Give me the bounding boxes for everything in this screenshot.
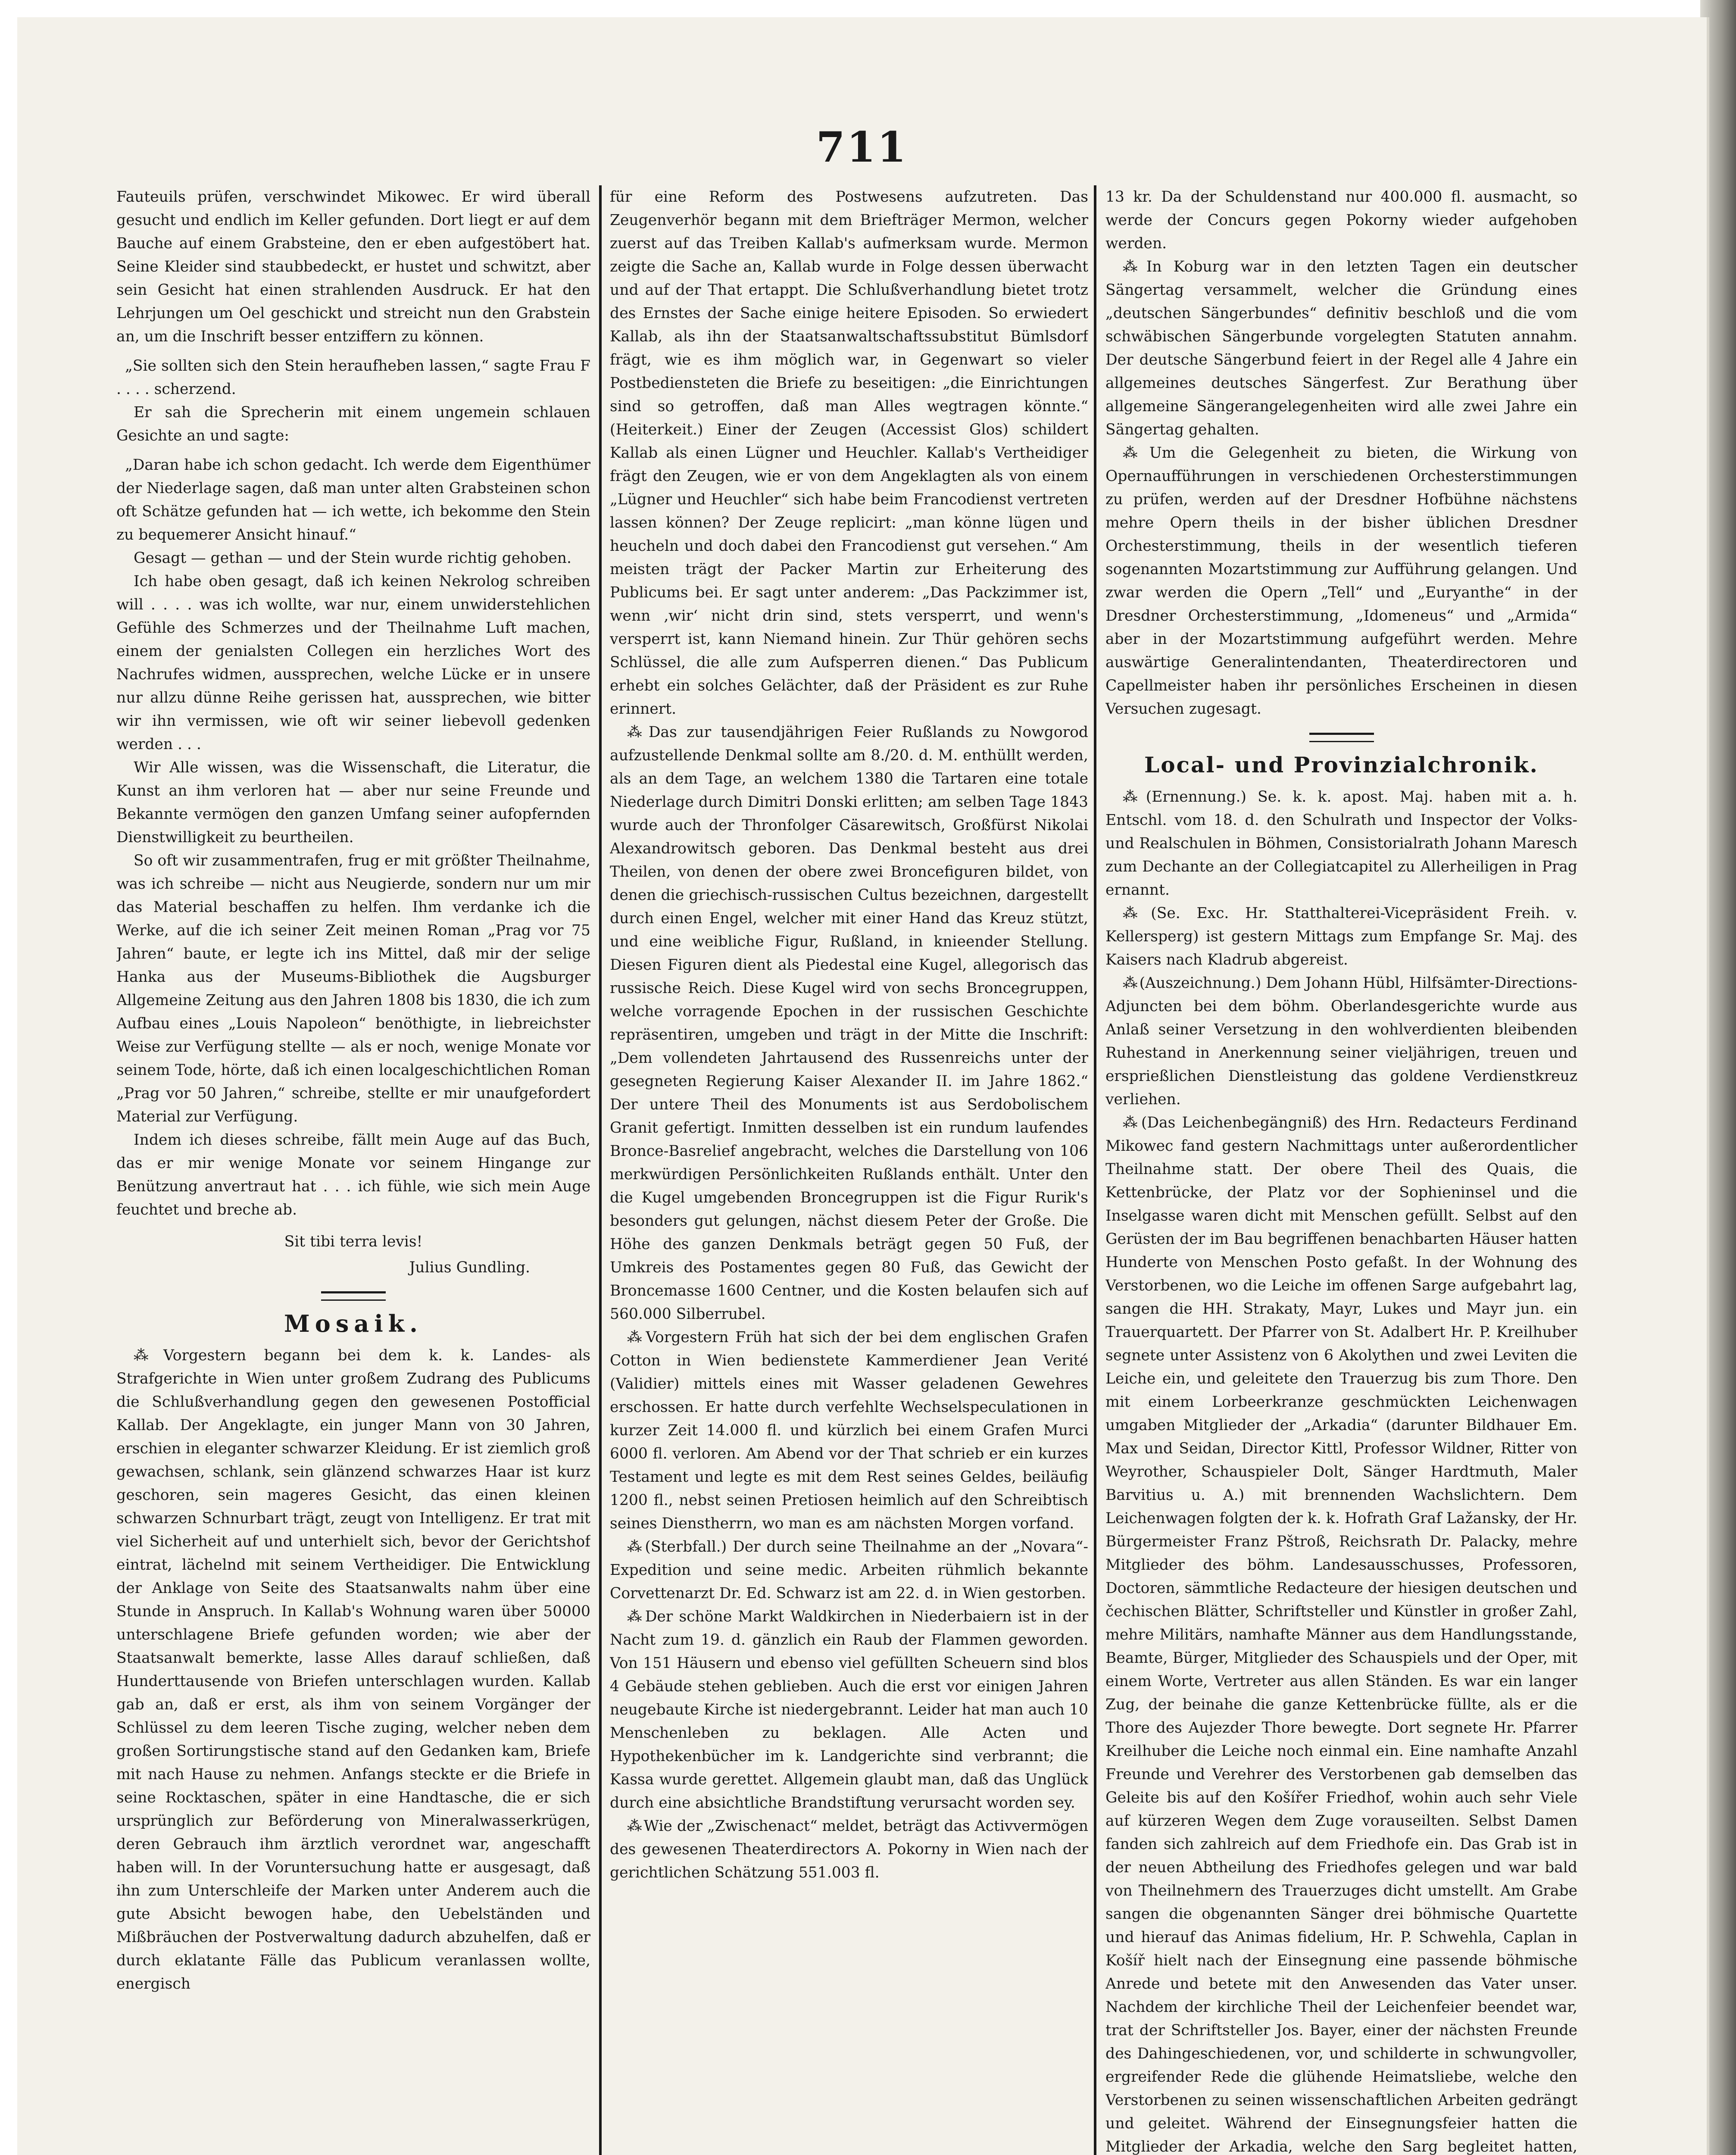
paragraph: So oft wir zusammentrafen, frug er mit größter Theilnahme, was ich schreibe — nicht aus Neugierde, sondern nur um mir das Material beschaffen zu helfen. Ihm verdanke ich die Werke, auf die ich seiner Zeit meinen Roman „Prag vor 75 Jahren“ baute, er legte ich ins Mittel, daß mir der selige Hanka aus der Museums-Bibliothek die Augsburger Allgemeine Zeitung aus den Jahren 1808 bis 1830, die ich zum Aufbau eines „Louis Napoleon“ benöthigte, in liebreichster Weise zur Verfügung stellte — als er noch, wenige Monate vor seinem Tode, hörte, daß ich einen localgeschichtlichen Roman „Prag vor 50 Jahren,“ schreibe, stellte er mir unaufgefordert Material zur Verfügung. xyxy=(116,852,590,1125)
news-item xyxy=(1105,441,1577,721)
news-item xyxy=(1105,971,1577,1111)
asterism-icon: ⁂ xyxy=(134,1347,161,1364)
asterism-icon: ⁂ xyxy=(627,1608,643,1625)
paragraph: „Daran habe ich schon gedacht. Ich werde dem Eigenthümer der Niederlage sagen, daß man unter alten Grabsteinen schon oft Schätze gefunden hat — ich wette, ich bekomme den Stein zu bequemerer Ansicht hinauf.“ xyxy=(116,456,590,543)
column-rule xyxy=(599,185,602,2155)
news-item-text: Vorgestern begann bei dem k. k. Landes- als Strafgerichte in Wien unter großem Zudrang des Publicums die Schlußverhandlung gegen den gewesenen Postofficial Kallab. Der Angeklagte, ein junger Mann von 30 Jahren, erschien in eleganter schwarzer Kleidung. Er ist ziemlich groß gewachsen, schlank, sein glänzend schwarzes Haar ist kurz geschoren, sein mageres Gesicht, das einen kleinen schwarzen Schnurbart trägt, zeugt von Intelligenz. Er trat mit viel Sicherheit auf und unterhielt sich, bevor der Gerichtshof eintrat, lächelnd mit seinem Vertheidiger. Die Entwicklung der Anklage von Seite des Staatsanwalts nahm über eine Stunde in Anspruch. In Kallab's Wohnung waren über 50000 unterschlagene Briefe gefunden worden; wie aber der Staatsanwalt bemerkte, lasse Alles darauf schließen, daß Hunderttausende von Briefen unterschlagen wurden. Kallab gab an, daß er erst, als ihm von seinem Vorgänger der Schlüssel zu dem leeren Tische zuging, welcher neben dem großen Sortirungstische stand auf den Gedanken kam, Briefe mit nach Hause zu nehmen. Anfangs steckte er die Briefe in seine Rocktaschen, später in eine Handtasche, die er sich ursprünglich zur Beförderung von Mineralwasserkrügen, deren Gebrauch ihm ärztlich verordnet war, angeschafft haben will. In der Voruntersuchung hatte er ausgesagt, daß ihn zum Unterschleife der Marken unter Anderem auch die gute Absicht bewogen habe, den Uebelständen und Mißbräuchen der Postverwaltung dadurch abzuhelfen, daß er durch eklatante Fälle das Publicum veranlassen wollte, energisch xyxy=(116,1347,590,1993)
section-divider xyxy=(1309,733,1374,742)
news-item xyxy=(610,1326,1088,1535)
page-number: 711 xyxy=(816,123,908,172)
section-heading-chronik: Local- und Provinzialchronik. xyxy=(1144,752,1539,778)
author-signature: Julius Gundling. xyxy=(409,1259,530,1276)
news-item xyxy=(610,1815,1088,1884)
news-item xyxy=(116,1344,590,1996)
paragraph: 13 kr. Da der Schuldenstand nur 400.000 fl. ausmacht, so werde der Concurs gegen Pokorny wieder aufgehoben werden. xyxy=(1105,188,1577,252)
section-divider xyxy=(321,1291,386,1301)
news-item xyxy=(610,721,1088,1326)
news-item xyxy=(1105,902,1577,971)
paragraph: Ich habe oben gesagt, daß ich keinen Nekrolog schreiben will . . . . was ich wollte, war nur, einem unwiderstehlichen Gefühle des Schmerzes und der Theilnahme Luft machen, einem der genialsten Collegen ein herzliches Wort des Nachrufes widmen, aussprechen, welche Lücke er in unsere nur allzu dünne Reihe gerissen hat, aussprechen, wie bitter wir ihn vermissen, wie oft wir seiner liebevoll gedenken werden . . . xyxy=(116,573,590,753)
column-2 xyxy=(610,185,1088,2155)
news-item-text: Um die Gelegenheit zu bieten, die Wirkung von Opernaufführungen in verschiedenen Orchesterstimmungen zu prüfen, werden auf der Dresdner Hofbühne nächstens mehre Opern theils in der bisher üblichen Dresdner Orchesterstimmung, theils in der wesentlich tieferen sogenannten Mozartstimmung zur Aufführung gelangen. Und zwar werden die Opern „Tell“ und „Euryanthe“ in der Dresdner Orchesterstimmung, „Idomeneus“ und „Armida“ aber in der Mozartstimmung aufgeführt werden. Mehre auswärtige Generalintendanten, Theaterdirectoren und Capellmeister haben ihr persönliches Erscheinen in diesen Versuchen zugesagt. xyxy=(1105,444,1577,718)
news-item-text: Das zur tausendjährigen Feier Rußlands zu Nowgorod aufzustellende Denkmal sollte am 8./20. d. M. enthüllt werden, als an dem Tage, an welchem 1380 die Tartaren eine totale Niederlage durch Dimitri Donski erlitten; am selben Tage 1843 wurde auch der Thronfolger Cäsarewitsch, Großfürst Nikolai Alexandrowitsch geboren. Das Denkmal besteht aus drei Theilen, von denen der obere zwei Broncefiguren bildet, von denen die griechisch-russischen Cultus bezeichnen, dargestellt durch einen Engel, welcher mit einer Hand das Kreuz stützt, und eine weibliche Figur, Rußland, in knieender Stellung. Diesen Figuren dient als Piedestal eine Kugel, allegorisch das russische Reich. Diese Kugel wird von sechs Broncegruppen, welche vorragende Epochen in der russischen Geschichte repräsentiren, umgeben und trägt in der Mitte die Inschrift: „Dem vollendeten Jahrtausend des Russenreichs unter der gesegneten Regierung Kaiser Alexander II. im Jahre 1862.“ Der untere Theil des Monuments ist aus Serdobolischem Granit gefertigt. Inmitten desselben ist ein rundum laufendes Bronce-Basrelief angebracht, welches die Darstellung von 106 merkwürdigen Persönlichkeiten Rußlands enthält. Unter den die Kugel umgebenden Broncegruppen ist die Figur Rurik's besonders gut gelungen, nächst diesem Peter der Große. Die Höhe des ganzen Denkmals beträgt gegen 50 Fuß, der Umkreis des Postamentes gegen 80 Fuß, das Gewicht der Broncemasse 1600 Centner, und die Kosten belaufen sich auf 560.000 Silberrubel. xyxy=(610,724,1088,1323)
news-item-text: (Auszeichnung.) Dem Johann Hübl, Hilfsämter-Directions-Adjuncten bei dem böhm. Oberlandesgerichte wurde aus Anlaß seiner Versetzung in den wohlverdienten bleibenden Ruhestand in Anerkennung seiner vieljährigen, treuen und ersprießlichen Dienstleistung das goldene Verdienstkreuz verliehen. xyxy=(1105,974,1577,1108)
paragraph: Gesagt — gethan — und der Stein wurde richtig gehoben. xyxy=(134,550,571,567)
paragraph: Fauteuils prüfen, verschwindet Mikowec. Er wird überall gesucht und endlich im Keller gefunden. Dort liegt er auf dem Bauche auf einem Grabsteine, den er eben aufgestöbert hat. Seine Kleider sind staubbedeckt, er hustet und schwitzt, aber sein Gesicht hat einen strahlenden Ausdruck. Er hat den Lehrjungen um Oel geschickt und streicht nun den Grabstein an, um die Inschrift besser entziffern zu können. xyxy=(116,188,590,345)
asterism-icon: ⁂ xyxy=(1123,1114,1139,1131)
asterism-icon: ⁂ xyxy=(627,1818,641,1835)
news-item xyxy=(1105,255,1577,441)
news-item-text: (Ernennung.) Se. k. k. apost. Maj. haben mit a. h. Entschl. vom 18. d. den Schulrath und Inspector der Volks- und Realschulen in Böhmen, Consistorialrath Johann Maresch zum Dechante an der Collegiatcapitel zu Allerheiligen in Prag ernannt. xyxy=(1105,788,1577,899)
asterism-icon: ⁂ xyxy=(627,1538,643,1555)
column-3 xyxy=(1105,185,1577,2155)
section-heading-mosaik: Mosaik. xyxy=(284,1310,423,1337)
column-1 xyxy=(116,185,590,2155)
column-rule xyxy=(1094,185,1096,2155)
news-item-text: (Sterbfall.) Der durch seine Theilnahme an der „Novara“-Expedition und seine medic. Arbeiten rühmlich bekannte Corvettenarzt Dr. Ed. Schwarz ist am 22. d. in Wien gestorben. xyxy=(610,1538,1088,1602)
asterism-icon: ⁂ xyxy=(627,1329,643,1346)
asterism-icon: ⁂ xyxy=(1123,905,1149,922)
signoff: Sit tibi terra levis! xyxy=(284,1233,423,1250)
paragraph: Wir Alle wissen, was die Wissenschaft, die Literatur, die Kunst an ihm verloren hat — aber nur seine Freunde und Bekannte vermögen den ganzen Umfang seiner aufopfernden Dienstwilligkeit zu beurtheilen. xyxy=(116,759,590,846)
news-item-text: Vorgestern Früh hat sich der bei dem englischen Grafen Cotton in Wien bedienstete Kammerdiener Jean Verité (Validier) mittels eines mit Wasser geladenen Gewehres erschossen. Er hatte durch verfehlte Wechselspeculationen in kurzer Zeit 14.000 fl. und kürzlich bei einem Grafen Murci 6000 fl. verloren. Am Abend vor der That schrieb er ein kurzes Testament und legte es mit dem Rest seines Geldes, beiläufig 1200 fl., nebst seinen Pretiosen heimlich auf den Schreibtisch seines Dienstherrn, wo man es am nächsten Morgen vorfand. xyxy=(610,1329,1088,1532)
news-item-text: (Das Leichenbegängniß) des Hrn. Redacteurs Ferdinand Mikowec fand gestern Nachmittags unter außerordentlicher Theilnahme statt. Der obere Theil des Quais, die Kettenbrücke, der Platz vor der Sophieninsel und die Inselgasse waren dicht mit Menschen gefüllt. Selbst auf den Gerüsten der im Bau begriffenen benachbarten Häuser hatten Hunderte von Menschen Posto gefaßt. In der Wohnung des Verstorbenen, wo die Leiche im offenen Sarge aufgebahrt lag, sangen die HH. Strakaty, Mayr, Lukes und Mayr jun. ein Trauerquartett. Der Pfarrer von St. Adalbert Hr. P. Kreilhuber segnete unter Assistenz von 6 Akolythen und zwei Leviten die Leiche ein, und geleitete den Trauerzug bis zum Thore. Den mit einem Lorbeerkranze geschmückten Leichenwagen umgaben Mitglieder der „Arkadia“ (darunter Bildhauer Em. Max und Seidan, Director Kittl, Professor Wildner, Ritter von Weyrother, Schauspieler Dolt, Sänger Hardtmuth, Maler Barvitius u. A.) mit brennenden Wachslichtern. Dem Leichenwagen folgten der k. k. Hofrath Graf Lažansky, der Hr. Bürgermeister Franz Pštroß, Reichsrath Dr. Palacky, mehre Mitglieder des böhm. Landesausschusses, Professoren, Doctoren, sämmtliche Redacteure der hiesigen deutschen und čechischen Blätter, Schriftsteller und Künstler in großer Zahl, mehre Militärs, namhafte Männer aus dem Handlungsstande, Beamte, Bürger, Mitglieder des Schauspiels und der Oper, mit einem Worte, Vertreter aus allen Ständen. Es war ein langer Zug, der beinahe die ganze Kettenbrücke füllte, als er die Thore des Aujezder Thore bewegte. Dort segnete Hr. Pfarrer Kreilhuber die Leiche noch einmal ein. Eine namhafte Anzahl Freunde und Verehrer des Verstorbenen gab demselben das Geleite bis auf den Košířer Friedhof, wohin auch sehr Viele auf kürzeren Wegen dem Zuge vorauseilten. Selbst Damen fanden sich zahlreich auf dem Friedhofe ein. Das Grab ist in der neuen Abtheilung des Friedhofes gelegen und war bald von Theilnehmern des Trauerzuges dicht umstellt. Am Grabe sangen die obgenannten Sänger drei böhmische Quartette und hierauf das Animas fidelium, Hr. P. Schwehla, Caplan in Košíř hielt nach der Einsegnung eine passende böhmische Anrede und betete mit den Anwesenden das Vater unser. Nachdem der kirchliche Theil der Leichenfeier beendet war, trat der Schriftsteller Jos. Bayer, einer der nächsten Freunde des Dahingeschiedenen, vor, und schilderte in schwungvoller, ergreifender Rede die glühende Heimatsliebe, welche den Verstorbenen zu seinen wissenschaftlichen Arbeiten gedrängt und geleitet. Während der Einsegnungsfeier hatten die Mitglieder der Arkadia, welche den Sarg begleitet hatten, xyxy=(1105,1114,1577,2155)
paragraph: Indem ich dieses schreibe, fällt mein Auge auf das Buch, das er mir wenige Monate vor seinem Hingange zur Benützung anvertraut hat . . . ich fühle, wie sich mein Auge feuchtet und breche ab. xyxy=(116,1131,590,1218)
news-item xyxy=(610,1535,1088,1605)
news-item-text: In Koburg war in den letzten Tagen ein deutscher Sängertag versammelt, welcher die Gründung eines „deutschen Sängerbundes“ definitiv beschloß und die vom schwäbischen Sängerbunde vorgelegten Statuten annahm. Der deutsche Sängerbund feiert in der Regel alle 4 Jahre ein allgemeines deutsches Sängerfest. Zur Berathung über allgemeine Sängerangelegenheiten wird alle zwei Jahre ein Sängertag gehalten. xyxy=(1105,258,1577,438)
asterism-icon: ⁂ xyxy=(1123,444,1147,462)
news-item-text: Wie der „Zwischenact“ meldet, beträgt das Activvermögen des gewesenen Theaterdirectors A. Pokorny in Wien nach der gerichtlichen Schätzung 551.003 fl. xyxy=(610,1818,1088,1881)
asterism-icon: ⁂ xyxy=(1123,258,1144,275)
paragraph: für eine Reform des Postwesens aufzutreten. Das Zeugenverhör begann mit dem Briefträger Mermon, welcher zuerst auf das Treiben Kallab's aufmerksam wurde. Mermon zeigte die Sache an, Kallab wurde in Folge dessen überwacht und auf der That ertappt. Die Schlußverhandlung bietet trotz des Ernstes der Sache einige heitere Episoden. So erwiedert Kallab, als ihn der Staatsanwaltschaftssubstitut Bümlsdorf frägt, wie es ihm möglich war, in Gegenwart so vieler Postbediensteten die Briefe zu beseitigen: „die Einrichtungen sind so getroffen, daß man Alles wegtragen könnte.“ (Heiterkeit.) Einer der Zeugen (Accessist Glos) schildert Kallab als einen Lügner und Heuchler. Kallab's Vertheidiger frägt den Zeugen, wie er von dem Angeklagten als von einem „Lügner und Heuchler“ sich habe beim Francodienst vertreten lassen können? Der Zeuge replicirt: „man könne lügen und heucheln und doch dabei den Francodienst gut versehen.“ Am meisten trägt der Packer Martin zur Erheiterung des Publicums bei. Er sagt unter anderem: „Das Packzimmer ist, wenn ‚wir‘ nicht drin sind, stets versperrt, und wenn's versperrt ist, kann Niemand hinein. Zur Thür gehören sechs Schlüssel, die alle zum Aufsperren dienen.“ Das Publicum erhebt ein solches Gelächter, daß der Präsident es zur Ruhe erinnert. xyxy=(610,188,1088,718)
news-item xyxy=(610,1605,1088,1815)
paragraph: „Sie sollten sich den Stein heraufheben lassen,“ sagte Frau F . . . . scherzend. xyxy=(116,357,590,398)
news-item xyxy=(1105,1111,1577,2155)
news-item xyxy=(1105,785,1577,902)
asterism-icon: ⁂ xyxy=(627,724,646,741)
news-item-text: Der schöne Markt Waldkirchen in Niederbaiern ist in der Nacht zum 19. d. gänzlich ein Raub der Flammen geworden. Von 151 Häusern und ebenso viel gefüllten Scheuern sind blos 4 Gebäude stehen geblieben. Auch die erst vor einigen Jahren neugebaute Kirche ist niedergebrannt. Leider hat man auch 10 Menschenleben zu beklagen. Alle Acten und Hypothekenbücher im k. Landgerichte sind verbrannt; die Kassa wurde gerettet. Allgemein glaubt man, daß das Unglück durch eine absichtliche Brandstiftung verursacht worden sey. xyxy=(610,1608,1088,1811)
asterism-icon: ⁂ xyxy=(1123,788,1143,806)
news-item-text: (Se. Exc. Hr. Statthalterei-Vicepräsident Freih. v. Kellersperg) ist gestern Mittags zum Empfange Sr. Maj. des Kaisers nach Kladrub abgereist. xyxy=(1105,905,1577,968)
asterism-icon: ⁂ xyxy=(1123,974,1137,992)
paragraph: Er sah die Sprecherin mit einem ungemein schlauen Gesichte an und sagte: xyxy=(116,404,590,444)
